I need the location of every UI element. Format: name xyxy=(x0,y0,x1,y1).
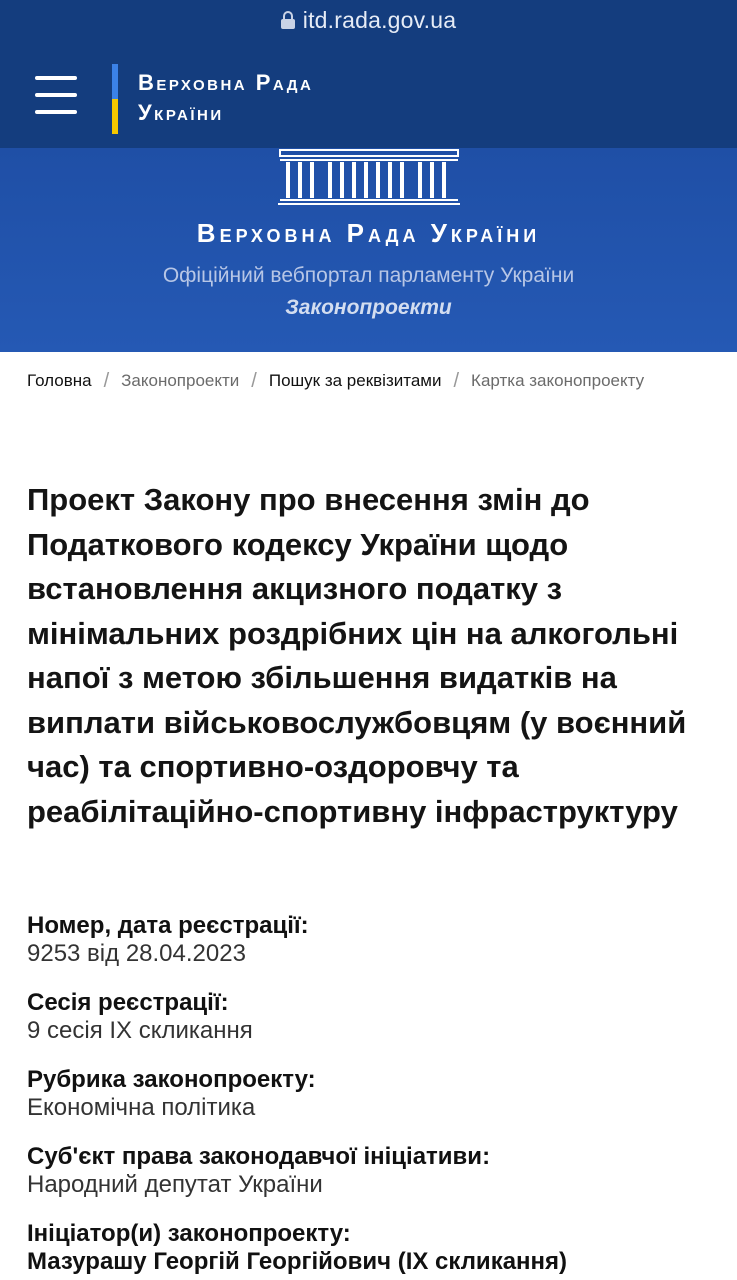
field-value: Народний депутат України xyxy=(27,1171,323,1198)
banner-title: Верховна Рада України xyxy=(196,218,541,248)
site-logo-text[interactable] xyxy=(138,68,313,128)
breadcrumb-home[interactable]: Головна xyxy=(27,371,92,390)
field-label: Номер, дата реєстрації: xyxy=(27,912,309,939)
breadcrumb-search[interactable]: Пошук за реквізитами xyxy=(268,371,442,390)
brand-line-2: України xyxy=(138,100,224,125)
legislative-initiative-subject xyxy=(27,1143,727,1199)
field-label: Рубрика законопроекту: xyxy=(27,1066,316,1093)
bill-initiators xyxy=(27,1220,727,1276)
breadcrumb-separator: / xyxy=(453,370,460,392)
breadcrumb xyxy=(27,368,727,394)
bill-category xyxy=(27,1066,727,1122)
breadcrumb-current: Картка законопроекту xyxy=(471,371,645,390)
field-value: Економічна політика xyxy=(27,1094,256,1121)
field-label: Сесія реєстрації: xyxy=(27,989,229,1016)
lock-icon xyxy=(281,11,295,29)
flag-bar xyxy=(112,64,118,134)
field-value: 9253 від 28.04.2023 xyxy=(27,940,246,967)
banner-subtitle: Офіційний вебпортал парламенту України xyxy=(162,264,575,287)
registration-session xyxy=(27,989,727,1045)
hamburger-menu-icon[interactable] xyxy=(35,76,77,114)
banner-section-name: Законопроекти xyxy=(285,296,452,319)
breadcrumb-separator: / xyxy=(103,370,110,392)
breadcrumb-separator: / xyxy=(251,370,257,392)
browser-url-bar[interactable] xyxy=(0,0,737,40)
field-value: 9 сесія IX скликання xyxy=(27,1017,253,1044)
brand-line-1: Верховна Рада xyxy=(138,70,314,95)
bill-details xyxy=(27,912,727,1280)
hero-banner xyxy=(0,148,737,352)
initiator-link[interactable]: Мазурашу Георгій Георгійович (IX скликання) xyxy=(27,1248,568,1275)
bill-title: Проект Закону про внесення змін до Податкового кодексу України щодо встановлення акцизного податку з мінімальних роздрібних цін на алкогольні напої з метою збільшення видатків на виплати військовослужбовцям (у воєнний час) та спортивно-оздоровчу та реабілітаційно-спортивну інфраструктуру xyxy=(27,482,687,829)
field-label: Ініціатор(и) законопроекту: xyxy=(27,1220,351,1247)
url-text: itd.rada.gov.ua xyxy=(302,6,457,33)
field-label: Суб'єкт права законодавчої ініціативи: xyxy=(27,1143,491,1170)
breadcrumb-bills[interactable]: Законопроекти xyxy=(121,371,240,390)
parliament-building-icon xyxy=(276,148,462,206)
registration-number-date xyxy=(27,912,727,968)
site-header xyxy=(0,40,737,148)
